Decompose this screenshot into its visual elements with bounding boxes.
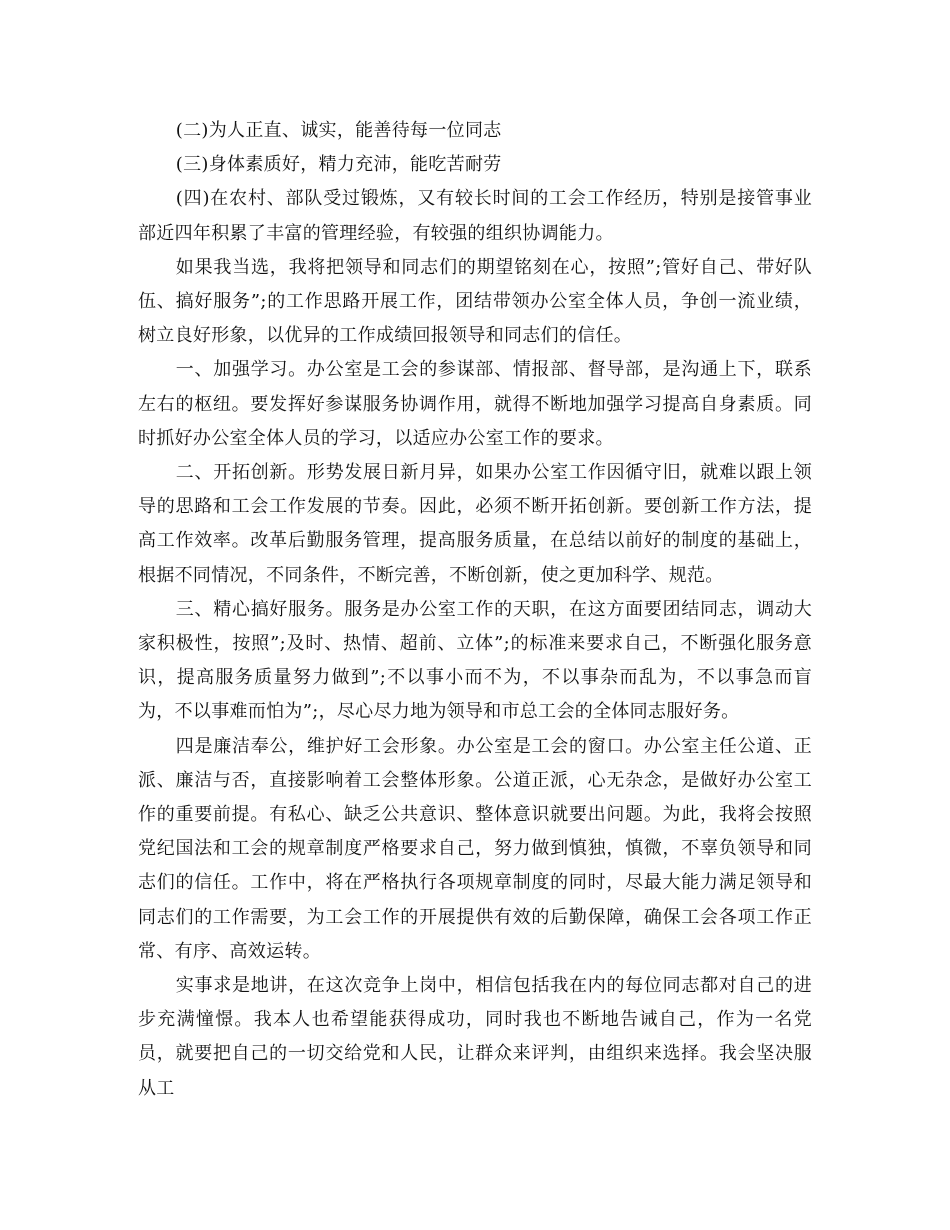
paragraph-qualification-3: (三)身体素质好，精力充沛，能吃苦耐劳 (175, 154, 502, 176)
paragraph-point-innovation: 二、开拓创新。形势发展日新月异，如果办公室工作因循守旧，就难以跟上领导的思路和工会工作发展的节奏。因此，必须不断开拓创新。要创新工作方法，提高工作效率。改革后勤服务管理，提高服务质量，在总结以前好的制度的基础上，根据不同情况，不同条件，不断完善，不断创新，使之更加科学、规范。 (138, 462, 812, 586)
paragraph-if-elected: 如果我当选，我将把领导和同志们的期望铭刻在心，按照”;管好自己、带好队伍、搞好服务”;的工作思路开展工作，团结带领办公室全体人员，争创一流业绩，树立良好形象，以优异的工作成绩回报领导和同志们的信任。 (138, 256, 812, 347)
paragraph-point-study: 一、加强学习。办公室是工会的参谋部、情报部、督导部，是沟通上下，联系左右的枢纽。要发挥好参谋服务协调作用，就得不断地加强学习提高自身素质。同时抓好办公室全体人员的学习，以适应办公室工作的要求。 (138, 359, 812, 449)
document-body (138, 114, 812, 1106)
paragraph-point-service: 三、精心搞好服务。服务是办公室工作的天职，在这方面要团结同志，调动大家积极性，按照”;及时、热情、超前、立体”;的标准来要求自己，不断强化服务意识，提高服务质量努力做到”;不以事小而不为，不以事杂而乱为，不以事急而盲为，不以事难而怕为”;，尽心尽力地为领导和市总工会的全体同志服好务。 (138, 598, 812, 723)
paragraph-qualification-4: (四)在农村、部队受过锻炼，又有较长时间的工会工作经历，特别是接管事业部近四年积累了丰富的管理经验，有较强的组织协调能力。 (138, 188, 812, 244)
paragraph-qualification-2: (二)为人正直、诚实，能善待每一位同志 (175, 120, 502, 141)
paragraph-closing: 实事求是地讲，在这次竞争上岗中，相信包括我在内的每位同志都对自己的进步充满憧憬。我本人也希望能获得成功，同时我也不断地告诫自己，作为一名党员，就要把自己的一切交给党和人民，让群众来评判，由组织来选择。我会坚决服从工 (138, 975, 812, 1099)
paragraph-point-integrity: 四是廉洁奉公，维护好工会形象。办公室是工会的窗口。办公室主任公道、正派、廉洁与否，直接影响着工会整体形象。公道正派，心无杂念，是做好办公室工作的重要前提。有私心、缺乏公共意识、整体意识就要出问题。为此，我将会按照党纪国法和工会的规章制度严格要求自己，努力做到慎独，慎微，不辜负领导和同志们的信任。工作中，将在严格执行各项规章制度的同时，尽最大能力满足领导和同志们的工作需要，为工会工作的开展提供有效的后勤保障，确保工会各项工作正常、有序、高效运转。 (138, 735, 812, 962)
